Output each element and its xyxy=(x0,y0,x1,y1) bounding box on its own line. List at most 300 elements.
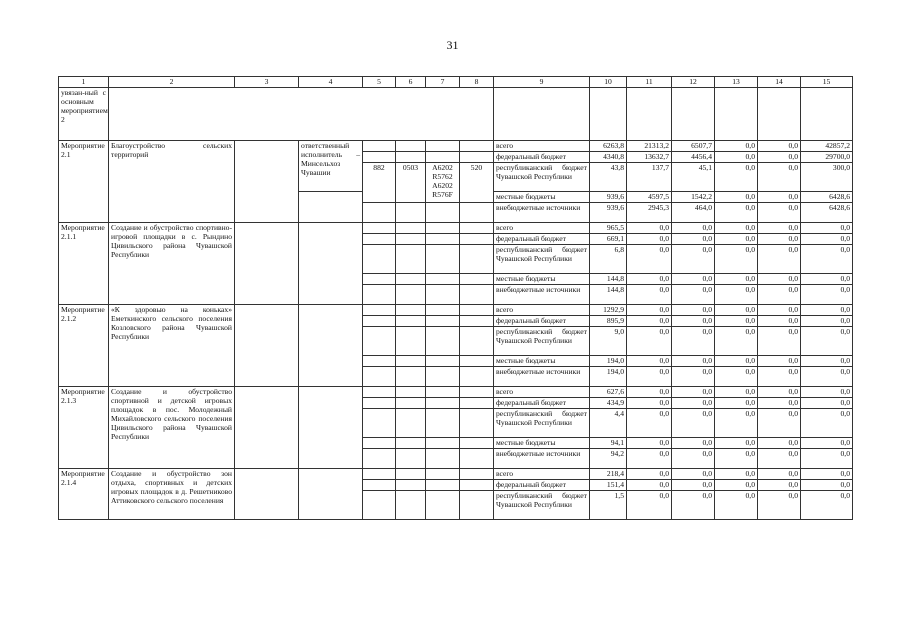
executor-cell xyxy=(299,223,363,305)
measure-title: Благоустройство сельских территорий xyxy=(109,141,235,223)
funding-source: внебюджетные источники xyxy=(494,449,590,469)
empty-code-cell xyxy=(460,449,494,469)
empty-code-cell xyxy=(426,223,460,234)
amount-cell: 965,5 xyxy=(590,223,627,234)
amount-cell: 0,0 xyxy=(801,316,853,327)
amount-cell: 0,0 xyxy=(715,480,758,491)
empty-code-cell xyxy=(396,491,426,520)
table-row xyxy=(59,141,853,152)
continuation-row xyxy=(59,88,853,141)
amount-cell: 0,0 xyxy=(801,480,853,491)
amount-cell: 1,5 xyxy=(590,491,627,520)
amount-cell: 1292,9 xyxy=(590,305,627,316)
column-3-cell xyxy=(235,223,299,305)
amount-cell: 218,4 xyxy=(590,469,627,480)
amount-cell: 0,0 xyxy=(715,327,758,356)
amount-cell: 6,8 xyxy=(590,245,627,274)
amount-cell: 0,0 xyxy=(627,327,672,356)
amount-cell: 0,0 xyxy=(672,367,715,387)
amount-cell: 144,8 xyxy=(590,285,627,305)
amount-cell: 0,0 xyxy=(715,316,758,327)
empty-code-cell xyxy=(396,245,426,274)
empty-code-cell xyxy=(396,387,426,398)
empty-code-cell xyxy=(396,285,426,305)
empty-code-cell xyxy=(426,398,460,409)
funding-source: республиканский бюджет Чувашской Республики xyxy=(494,163,590,192)
amount-cell: 0,0 xyxy=(758,192,801,203)
amount-cell: 0,0 xyxy=(672,223,715,234)
column-header: 6 xyxy=(396,77,426,88)
column-header: 4 xyxy=(299,77,363,88)
amount-cell: 0,0 xyxy=(801,387,853,398)
empty-code-cell xyxy=(396,480,426,491)
amount-cell: 0,0 xyxy=(758,398,801,409)
measure-title: Создание и обустройство спортивно-игровой площадки в с. Рындино Цивильского района Чувашской Республики xyxy=(109,223,235,305)
amount-cell: 0,0 xyxy=(627,438,672,449)
budget-code-code8: 520 xyxy=(460,163,494,203)
measure-name: Мероприятие 2.1.4 xyxy=(59,469,109,520)
column-header: 8 xyxy=(460,77,494,88)
amount-cell: 0,0 xyxy=(801,469,853,480)
empty-code-cell xyxy=(426,274,460,285)
amount-cell: 0,0 xyxy=(801,234,853,245)
empty-code-cell xyxy=(426,316,460,327)
amount-cell: 0,0 xyxy=(627,234,672,245)
empty-code-cell xyxy=(426,245,460,274)
amount-cell: 0,0 xyxy=(627,387,672,398)
amount-cell: 0,0 xyxy=(801,327,853,356)
empty-code-cell xyxy=(426,356,460,367)
amount-cell: 0,0 xyxy=(627,480,672,491)
amount-cell: 0,0 xyxy=(627,245,672,274)
empty-code-cell xyxy=(426,469,460,480)
funding-source: федеральный бюджет xyxy=(494,316,590,327)
amount-cell: 194,0 xyxy=(590,367,627,387)
empty-code-cell xyxy=(363,223,396,234)
table-row xyxy=(59,469,853,480)
amount-cell: 0,0 xyxy=(715,192,758,203)
amount-cell: 0,0 xyxy=(758,438,801,449)
amount-cell: 0,0 xyxy=(672,491,715,520)
column-header: 1 xyxy=(59,77,109,88)
empty-code-cell xyxy=(460,327,494,356)
amount-cell: 0,0 xyxy=(627,409,672,438)
funding-source: всего xyxy=(494,469,590,480)
empty-code-cell xyxy=(460,223,494,234)
empty-code-cell xyxy=(460,274,494,285)
amount-cell: 0,0 xyxy=(715,141,758,152)
amount-cell: 0,0 xyxy=(758,356,801,367)
empty-code-cell xyxy=(396,469,426,480)
amount-cell: 94,1 xyxy=(590,438,627,449)
amount-cell: 194,0 xyxy=(590,356,627,367)
amount-cell: 0,0 xyxy=(715,438,758,449)
amount-cell: 0,0 xyxy=(758,469,801,480)
amount-cell: 4,4 xyxy=(590,409,627,438)
empty-cell xyxy=(758,88,801,141)
header-row xyxy=(59,77,853,88)
amount-cell: 0,0 xyxy=(627,449,672,469)
measure-title: Создание и обустройство зон отдыха, спортивных и детских игровых площадок в д. Решетниково Аттиковского сельского поселения xyxy=(109,469,235,520)
amount-cell: 0,0 xyxy=(758,223,801,234)
amount-cell: 0,0 xyxy=(758,203,801,223)
empty-code-cell xyxy=(426,491,460,520)
empty-code-cell xyxy=(396,316,426,327)
column-header: 12 xyxy=(672,77,715,88)
funding-source: федеральный бюджет xyxy=(494,152,590,163)
empty-code-cell xyxy=(363,274,396,285)
amount-cell: 0,0 xyxy=(758,305,801,316)
empty-code-cell xyxy=(460,234,494,245)
measure-name: Мероприятие 2.1.3 xyxy=(59,387,109,469)
empty-cell xyxy=(590,88,627,141)
amount-cell: 0,0 xyxy=(801,274,853,285)
amount-cell: 0,0 xyxy=(672,480,715,491)
measure-name: Мероприятие 2.1.1 xyxy=(59,223,109,305)
empty-cell xyxy=(109,88,494,141)
amount-cell: 29700,0 xyxy=(801,152,853,163)
amount-cell: 0,0 xyxy=(627,274,672,285)
funding-source: федеральный бюджет xyxy=(494,398,590,409)
funding-source: внебюджетные источники xyxy=(494,367,590,387)
empty-code-cell xyxy=(363,356,396,367)
amount-cell: 0,0 xyxy=(758,234,801,245)
amount-cell: 0,0 xyxy=(672,409,715,438)
amount-cell: 0,0 xyxy=(801,245,853,274)
amount-cell: 21313,2 xyxy=(627,141,672,152)
empty-cell xyxy=(672,88,715,141)
amount-cell: 0,0 xyxy=(801,367,853,387)
amount-cell: 151,4 xyxy=(590,480,627,491)
column-header: 7 xyxy=(426,77,460,88)
amount-cell: 434,9 xyxy=(590,398,627,409)
amount-cell: 0,0 xyxy=(715,152,758,163)
empty-code-cell xyxy=(363,480,396,491)
executor-cell xyxy=(299,387,363,469)
amount-cell: 0,0 xyxy=(672,316,715,327)
empty-code-cell xyxy=(460,409,494,438)
empty-code-cell xyxy=(396,398,426,409)
amount-cell: 0,0 xyxy=(672,469,715,480)
amount-cell: 0,0 xyxy=(715,387,758,398)
empty-code-cell xyxy=(363,398,396,409)
column-header: 15 xyxy=(801,77,853,88)
amount-cell: 0,0 xyxy=(715,274,758,285)
column-header: 9 xyxy=(494,77,590,88)
funding-source: республиканский бюджет Чувашской Республики xyxy=(494,409,590,438)
column-header: 14 xyxy=(758,77,801,88)
funding-source: федеральный бюджет xyxy=(494,480,590,491)
empty-code-cell xyxy=(460,356,494,367)
funding-source: внебюджетные источники xyxy=(494,203,590,223)
empty-code-cell xyxy=(363,305,396,316)
budget-code-code6: 0503 xyxy=(396,163,426,203)
funding-source: всего xyxy=(494,141,590,152)
amount-cell: 0,0 xyxy=(715,285,758,305)
amount-cell: 939,6 xyxy=(590,192,627,203)
amount-cell: 0,0 xyxy=(758,367,801,387)
funding-source: республиканский бюджет Чувашской Республики xyxy=(494,327,590,356)
executor-cell: ответственный исполнитель – Минсельхоз Чувашии xyxy=(299,141,363,192)
empty-cell xyxy=(801,88,853,141)
empty-code-cell xyxy=(460,152,494,163)
amount-cell: 0,0 xyxy=(715,203,758,223)
amount-cell: 0,0 xyxy=(627,223,672,234)
empty-code-cell xyxy=(396,152,426,163)
amount-cell: 0,0 xyxy=(715,469,758,480)
measure-name: Мероприятие 2.1.2 xyxy=(59,305,109,387)
amount-cell: 0,0 xyxy=(758,491,801,520)
empty-code-cell xyxy=(396,449,426,469)
amount-cell: 6428,6 xyxy=(801,192,853,203)
empty-code-cell xyxy=(426,203,460,223)
column-header: 10 xyxy=(590,77,627,88)
amount-cell: 0,0 xyxy=(715,245,758,274)
amount-cell: 0,0 xyxy=(801,409,853,438)
funding-source: всего xyxy=(494,305,590,316)
column-header: 11 xyxy=(627,77,672,88)
budget-code-code5: 882 xyxy=(363,163,396,203)
amount-cell: 6507,7 xyxy=(672,141,715,152)
measure-title: «К здоровью на коньках» Еметкинского сельского поселения Козловского района Чувашской Республики xyxy=(109,305,235,387)
funding-source: внебюджетные источники xyxy=(494,285,590,305)
amount-cell: 0,0 xyxy=(758,163,801,192)
empty-code-cell xyxy=(363,367,396,387)
amount-cell: 4597,5 xyxy=(627,192,672,203)
funding-source: всего xyxy=(494,223,590,234)
amount-cell: 2945,3 xyxy=(627,203,672,223)
budget-table xyxy=(58,76,853,520)
amount-cell: 6263,8 xyxy=(590,141,627,152)
column-header: 2 xyxy=(109,77,235,88)
funding-source: республиканский бюджет Чувашской Республики xyxy=(494,491,590,520)
empty-code-cell xyxy=(363,327,396,356)
amount-cell: 0,0 xyxy=(801,438,853,449)
empty-code-cell xyxy=(460,469,494,480)
empty-code-cell xyxy=(363,245,396,274)
empty-code-cell xyxy=(426,367,460,387)
amount-cell: 0,0 xyxy=(801,449,853,469)
empty-code-cell xyxy=(396,223,426,234)
amount-cell: 895,9 xyxy=(590,316,627,327)
empty-code-cell xyxy=(426,449,460,469)
amount-cell: 1542,2 xyxy=(672,192,715,203)
amount-cell: 4340,8 xyxy=(590,152,627,163)
amount-cell: 0,0 xyxy=(672,438,715,449)
amount-cell: 0,0 xyxy=(758,274,801,285)
amount-cell: 0,0 xyxy=(758,327,801,356)
amount-cell: 939,6 xyxy=(590,203,627,223)
empty-code-cell xyxy=(460,141,494,152)
empty-code-cell xyxy=(426,285,460,305)
empty-code-cell xyxy=(460,480,494,491)
amount-cell: 0,0 xyxy=(627,316,672,327)
funding-source: всего xyxy=(494,387,590,398)
column-3-cell xyxy=(235,305,299,387)
amount-cell: 9,0 xyxy=(590,327,627,356)
empty-code-cell xyxy=(426,438,460,449)
amount-cell: 6428,6 xyxy=(801,203,853,223)
amount-cell: 0,0 xyxy=(715,163,758,192)
amount-cell: 0,0 xyxy=(627,305,672,316)
amount-cell: 0,0 xyxy=(672,305,715,316)
executor-cell xyxy=(299,305,363,387)
amount-cell: 0,0 xyxy=(715,398,758,409)
amount-cell: 0,0 xyxy=(672,356,715,367)
empty-code-cell xyxy=(396,203,426,223)
empty-code-cell xyxy=(460,285,494,305)
empty-code-cell xyxy=(426,152,460,163)
empty-code-cell xyxy=(363,234,396,245)
funding-source: республиканский бюджет Чувашской Республики xyxy=(494,245,590,274)
empty-code-cell xyxy=(396,409,426,438)
amount-cell: 45,1 xyxy=(672,163,715,192)
column-header: 5 xyxy=(363,77,396,88)
empty-code-cell xyxy=(426,409,460,438)
empty-code-cell xyxy=(396,367,426,387)
amount-cell: 0,0 xyxy=(801,491,853,520)
empty-code-cell xyxy=(396,327,426,356)
empty-code-cell xyxy=(396,234,426,245)
amount-cell: 669,1 xyxy=(590,234,627,245)
empty-code-cell xyxy=(460,316,494,327)
empty-code-cell xyxy=(426,480,460,491)
amount-cell: 0,0 xyxy=(758,480,801,491)
empty-code-cell xyxy=(363,152,396,163)
empty-code-cell xyxy=(460,398,494,409)
empty-code-cell xyxy=(363,409,396,438)
amount-cell: 0,0 xyxy=(801,356,853,367)
amount-cell: 0,0 xyxy=(672,398,715,409)
amount-cell: 137,7 xyxy=(627,163,672,192)
amount-cell: 0,0 xyxy=(801,398,853,409)
empty-code-cell xyxy=(426,327,460,356)
funding-source: местные бюджеты xyxy=(494,192,590,203)
empty-code-cell xyxy=(363,449,396,469)
amount-cell: 43,8 xyxy=(590,163,627,192)
empty-code-cell xyxy=(460,367,494,387)
empty-code-cell xyxy=(460,387,494,398)
empty-code-cell xyxy=(363,141,396,152)
amount-cell: 0,0 xyxy=(627,491,672,520)
empty-code-cell xyxy=(426,141,460,152)
amount-cell: 0,0 xyxy=(627,398,672,409)
amount-cell: 0,0 xyxy=(672,245,715,274)
empty-code-cell xyxy=(426,234,460,245)
table-row xyxy=(59,223,853,234)
amount-cell: 0,0 xyxy=(672,285,715,305)
column-header: 3 xyxy=(235,77,299,88)
funding-source: федеральный бюджет xyxy=(494,234,590,245)
amount-cell: 13632,7 xyxy=(627,152,672,163)
amount-cell: 0,0 xyxy=(715,223,758,234)
measure-title: Создание и обустройство спортивной и детской игровых площадок в пос. Молодежный Михайловского сельского поселения Цивильского района Чувашской Республики xyxy=(109,387,235,469)
amount-cell: 0,0 xyxy=(715,367,758,387)
amount-cell: 0,0 xyxy=(715,491,758,520)
amount-cell: 0,0 xyxy=(715,449,758,469)
amount-cell: 300,0 xyxy=(801,163,853,192)
table-row xyxy=(59,387,853,398)
amount-cell: 0,0 xyxy=(758,141,801,152)
empty-code-cell xyxy=(396,141,426,152)
empty-code-cell xyxy=(460,203,494,223)
amount-cell: 0,0 xyxy=(758,449,801,469)
amount-cell: 0,0 xyxy=(758,152,801,163)
empty-code-cell xyxy=(396,274,426,285)
empty-cell xyxy=(627,88,672,141)
amount-cell: 0,0 xyxy=(627,285,672,305)
empty-code-cell xyxy=(396,438,426,449)
amount-cell: 0,0 xyxy=(801,305,853,316)
amount-cell: 0,0 xyxy=(801,223,853,234)
empty-code-cell xyxy=(426,305,460,316)
funding-source: местные бюджеты xyxy=(494,438,590,449)
amount-cell: 0,0 xyxy=(715,305,758,316)
amount-cell: 0,0 xyxy=(758,316,801,327)
column-3-cell xyxy=(235,469,299,520)
budget-code-code7: A6202 R5762 A6202 R576F xyxy=(426,163,460,203)
funding-source: местные бюджеты xyxy=(494,356,590,367)
amount-cell: 464,0 xyxy=(672,203,715,223)
empty-code-cell xyxy=(460,305,494,316)
amount-cell: 0,0 xyxy=(672,387,715,398)
amount-cell: 144,8 xyxy=(590,274,627,285)
empty-cell xyxy=(715,88,758,141)
amount-cell: 0,0 xyxy=(758,409,801,438)
empty-code-cell xyxy=(396,356,426,367)
empty-code-cell xyxy=(363,491,396,520)
measure-name: Мероприятие 2.1 xyxy=(59,141,109,223)
amount-cell: 0,0 xyxy=(758,285,801,305)
table-row xyxy=(59,305,853,316)
continuation-label: увязан-ный с основным мероприятием 2 xyxy=(59,88,109,141)
executor-cell xyxy=(299,192,363,223)
empty-code-cell xyxy=(460,245,494,274)
executor-cell xyxy=(299,469,363,520)
empty-code-cell xyxy=(396,305,426,316)
empty-code-cell xyxy=(460,491,494,520)
funding-source: местные бюджеты xyxy=(494,274,590,285)
empty-code-cell xyxy=(363,438,396,449)
amount-cell: 94,2 xyxy=(590,449,627,469)
amount-cell: 0,0 xyxy=(672,327,715,356)
amount-cell: 0,0 xyxy=(758,387,801,398)
amount-cell: 0,0 xyxy=(627,356,672,367)
amount-cell: 0,0 xyxy=(715,234,758,245)
amount-cell: 0,0 xyxy=(672,449,715,469)
empty-cell xyxy=(494,88,590,141)
amount-cell: 0,0 xyxy=(801,285,853,305)
column-3-cell xyxy=(235,141,299,223)
amount-cell: 4456,4 xyxy=(672,152,715,163)
empty-code-cell xyxy=(363,203,396,223)
page-number: 31 xyxy=(446,38,459,52)
column-3-cell xyxy=(235,387,299,469)
amount-cell: 0,0 xyxy=(627,469,672,480)
amount-cell: 0,0 xyxy=(672,274,715,285)
empty-code-cell xyxy=(363,285,396,305)
empty-code-cell xyxy=(426,387,460,398)
empty-code-cell xyxy=(363,387,396,398)
column-header: 13 xyxy=(715,77,758,88)
empty-code-cell xyxy=(460,438,494,449)
empty-code-cell xyxy=(363,469,396,480)
amount-cell: 0,0 xyxy=(672,234,715,245)
amount-cell: 0,0 xyxy=(758,245,801,274)
amount-cell: 42857,2 xyxy=(801,141,853,152)
amount-cell: 0,0 xyxy=(715,356,758,367)
amount-cell: 0,0 xyxy=(627,367,672,387)
